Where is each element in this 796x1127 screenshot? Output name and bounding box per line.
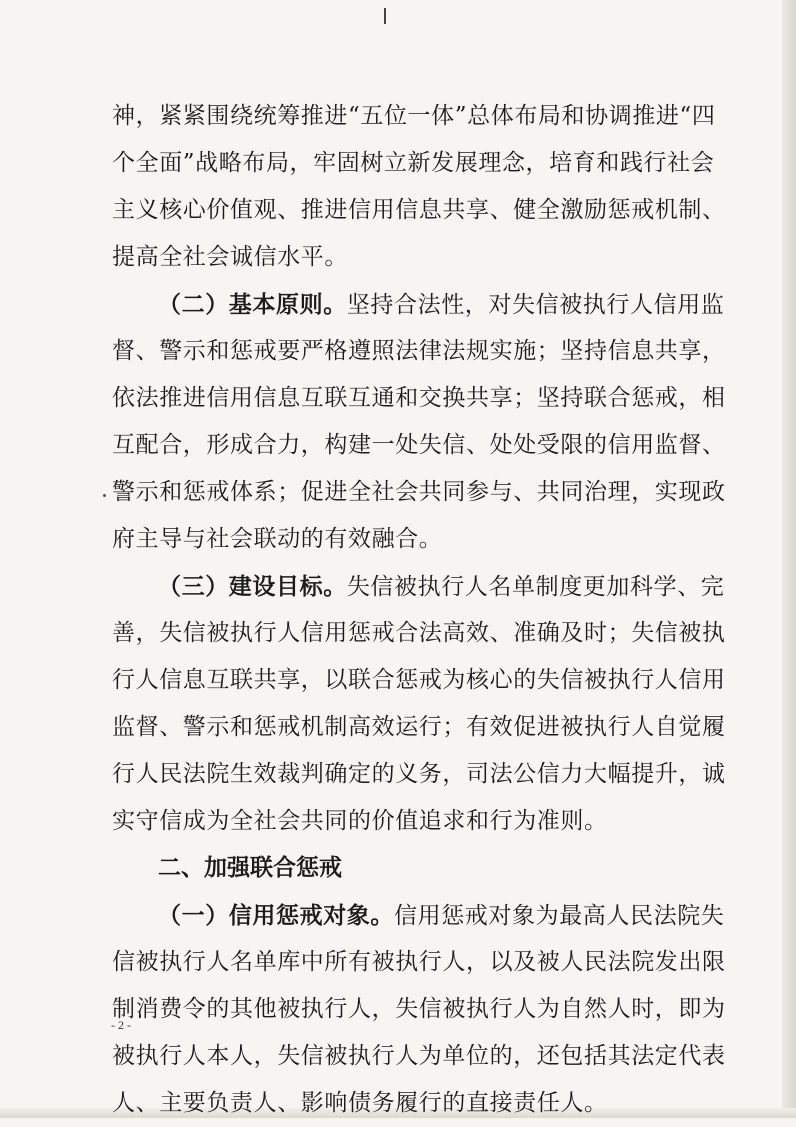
paragraph-line: 行人民法院生效裁判确定的义务，司法公信力大幅提升，诚 [112,761,726,787]
paragraph-line: 实守信成为全社会共同的价值追求和行为准则。 [112,808,608,834]
paragraph-text: 坚持合法性，对失信被执行人信用监 [346,292,725,318]
paragraph-line: 被执行人本人，失信被执行人为单位的，还包括其法定代表 [112,1043,726,1069]
paragraph-line: 个全面”战略布局，牢固树立新发展理念，培育和践行社会 [112,150,715,176]
paragraph-line: 信被执行人名单库中所有被执行人，以及被人民法院发出限 [112,949,726,975]
scan-mark-top [384,8,386,24]
section-heading: 二、加强联合惩戒 [158,855,342,881]
paragraph-text: 信用惩戒对象为最高人民法院失 [394,903,725,929]
document-body [112,93,726,1127]
page-number: - 2 - [111,1018,131,1032]
paragraph-line: 督、警示和惩戒要严格遵照法律法规实施；坚持信息共享， [112,338,726,364]
paragraph-line: 主义核心价值观、推进信用信息共享、健全激励惩戒机制、 [112,197,726,223]
paragraph-line: 善，失信被执行人信用惩戒合法高效、准确及时；失信被执 [112,620,726,646]
scan-dot [103,494,106,497]
paragraph-line: 人、主要负责人、影响债务履行的直接责任人。 [112,1090,608,1116]
scan-edge [782,0,796,1118]
paragraph-lead: （一）信用惩戒对象。 [158,902,394,929]
paragraph-line: 互配合，形成合力，构建一处失信、处处受限的信用监督、 [112,432,726,458]
paragraph-line [112,281,725,328]
paragraph-line [112,563,725,610]
paragraph-line: 警示和惩戒体系；促进全社会共同参与、共同治理，实现政 [112,479,726,505]
paragraph-line: 神，紧紧围绕统筹推进“五位一体”总体布局和协调推进“四 [112,103,716,129]
paragraph-line: 行人信息互联共享，以联合惩戒为核心的失信被执行人信用 [112,667,726,693]
paragraph-line: 依法推进信用信息互联互通和交换共享；坚持联合惩戒，相 [112,385,726,411]
paragraph-lead: （三）建设目标。 [158,573,347,600]
paragraph-lead: （二）基本原则。 [158,291,347,318]
paragraph-text: 失信被执行人名单制度更加科学、完 [346,574,725,600]
paragraph-line [112,892,725,939]
paragraph-line: 提高全社会诚信水平。 [112,244,348,270]
paragraph-line: 制消费令的其他被执行人，失信被执行人为自然人时，即为 [112,996,726,1022]
paragraph-line: 监督、警示和惩戒机制高效运行；有效促进被执行人自觉履 [112,714,726,740]
paragraph-line: 府主导与社会联动的有效融合。 [112,526,443,552]
